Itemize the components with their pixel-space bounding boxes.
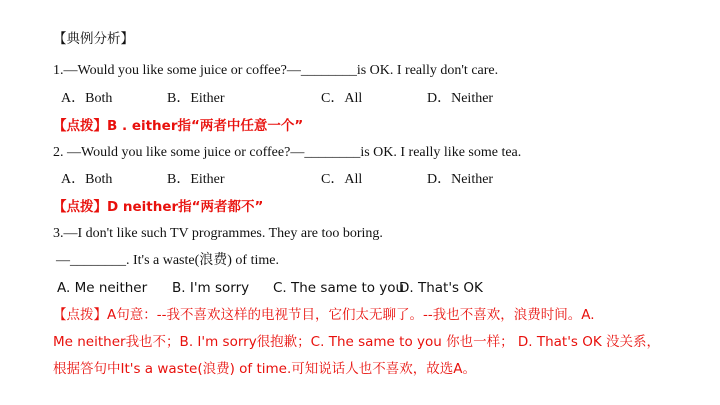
- question-2-stem: 2. —Would you like some juice or coffee?—________is OK. I really like some tea.: [53, 145, 522, 160]
- question-3-reply: —________. It's a waste(浪费) of time.: [56, 253, 279, 268]
- q2-option-d: D．Neither: [427, 172, 494, 187]
- q1-option-a: A．Both: [61, 91, 113, 106]
- q2-option-c: C．All: [321, 172, 363, 187]
- q2-option-b: B．Either: [167, 172, 225, 187]
- q3-option-a: A. Me neither: [57, 280, 148, 296]
- section-header: 【典例分析】: [53, 31, 134, 47]
- tip-1: 【点拨】B . either指“两者中任意一个”: [53, 118, 304, 134]
- question-2-options: [53, 171, 653, 189]
- q1-option-d: D．Neither: [427, 91, 494, 106]
- question-1-options: [53, 90, 653, 108]
- question-1-stem: 1.—Would you like some juice or coffee?—________is OK. I really don't care.: [53, 63, 499, 78]
- q2-option-a: A．Both: [61, 172, 113, 187]
- q3-option-c: C. The same to you: [273, 280, 405, 296]
- q1-option-b: B．Either: [167, 91, 225, 106]
- q3-option-d: D. That's OK: [399, 280, 483, 296]
- tip-3-line-3: 根据答句中It's a waste(浪费) of time.可知说话人也不喜欢，故选A。: [53, 361, 476, 377]
- tip-3-line-2: Me neither我也不；B. I'm sorry很抱歉；C. The same to you 你也一样； D. That's OK 没关系，: [53, 334, 661, 350]
- tip-2: 【点拨】D neither指“两者都不”: [53, 199, 264, 215]
- q1-option-c: C．All: [321, 91, 363, 106]
- question-3-stem: 3.—I don't like such TV programmes. They are too boring.: [53, 226, 383, 241]
- q3-option-b: B. I'm sorry: [172, 280, 250, 296]
- tip-3-line-1: 【点拨】A句意：--我不喜欢这样的电视节目，它们太无聊了。--我也不喜欢，浪费时间。A.: [53, 307, 595, 323]
- question-3-options: [53, 279, 653, 297]
